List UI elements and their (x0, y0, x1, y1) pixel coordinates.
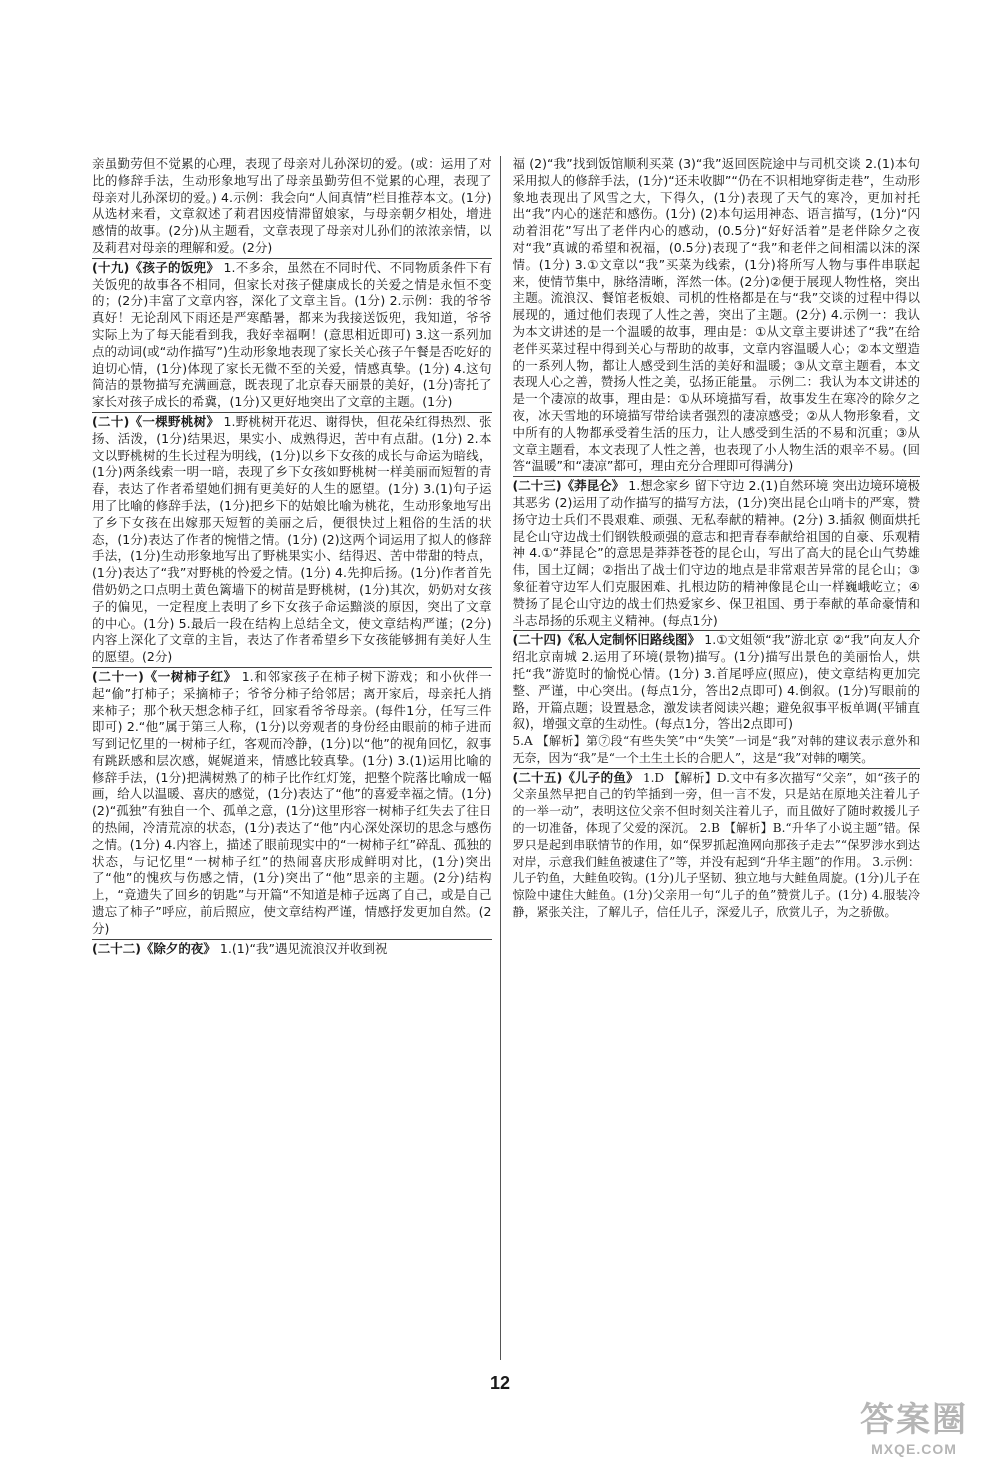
section-answers: 1.野桃树开花迟、谢得快，但花朵红得热烈、张扬、活泼，(1分)结果迟，果实小、成熟得迟，苦中有点甜。(1分) 2.本文以野桃树的生长过程为明线，(1分)以乡下女孩的成长与命运为暗线，(1分)两条线索一明一暗，表现了乡下女孩如野桃树一样美丽而短暂的青春，表达了作者希望她们拥有更美好的人生的愿望。(1分) 3.(1)句子运用了比喻的修辞手法，(1分)把乡下的姑娘比喻为桃花，生动形象地写出了乡下女孩在出嫁那天短暂的美丽之后，便很快过上粗俗的生活的状态，(1分)表达了作者的惋惜之情。(1分) (2)这两个词运用了拟人的修辞手法，(1分)生动形象地写出了野桃果实小、结得迟、苦中带甜的特点，(1分)表达了“我”对野桃的怜爱之情。(1分) 4.先抑后扬。(1分)作者首先借奶奶之口点明土黄色篱墙下的树苗是野桃树，(1分)其次，奶奶对女孩子的偏见，一定程度上表明了乡下女孩子命运黯淡的原因，突出了文章的中心。(1分) 5.最后一段在结构上总结全文，使文章结构严谨；(2分)内容上深化了文章的主旨，表达了作者希望乡下女孩能够拥有美好人生的愿望。(2分) (92, 413, 492, 665)
section-21 (92, 667, 492, 938)
section-analysis: 5.A 【解析】第⑦段“有些失笑”中“失笑”一词是“我”对韩的建议表示意外和无奈，因为“我”是“一个土生土长的合肥人”，这是“我”对韩的嘲笑。 (512, 734, 920, 765)
left-column (92, 156, 501, 1360)
section-answers: 1.D 【解析】D.文中有多次描写“父亲”，如“孩子的父亲虽然早把自己的钓竿插到一旁，但一言不发，只是站在原地关注着儿子的一举一动”，表明这位父亲不但时刻关注着儿子，而且做好了随时救援儿子的一切准备，体现了父爱的深沉。 2.B 【解析】B.“升华了小说主题”错。保罗只是起到串联情节的作用，如“保罗抓起渔网向那孩子走去”“保罗涉水到达对岸，示意我们鲑鱼被逮住了”等，并没有起到“升华主题”的作用。 3.示例：儿子钓鱼，大鲑鱼咬钩。(1分)儿子坚韧、独立地与大鲑鱼周旋。(1分)儿子在惊险中逮住大鲑鱼。(1分)父亲用一句“儿子的鱼”赞赏儿子。(1分) 4.服装冷静，紧张关注，了解儿子，信任儿子，深爱儿子，欣赏儿子，为之骄傲。 (512, 770, 920, 920)
section-title: (二十)《一棵野桃树》 (92, 413, 220, 429)
section-title: (二十一)《一树柿子红》 (92, 668, 237, 684)
section-title: (二十五)《儿子的鱼》 (512, 769, 639, 785)
section-answers: 1.想念家乡 留下守边 2.(1)自然环境 突出边境环境极其恶劣 (2)运用了动作描写的描写方法，(1分)突出昆仑山哨卡的严寒，赞扬守边士兵们不畏艰难、顽强、无私奉献的精神。(2分) 3.插叙 侧面烘托昆仑山守边战士们钢铁般顽强的意志和把青春奉献给祖国的自豪、乐观精神 4.①“莽昆仑”的意思是莽莽苍苍的昆仑山，写出了高大的昆仑山气势雄伟，国土辽阔；②指出了战士们守边的地点是非常艰苦异常的昆仑山；③象征着守边军人们克服困难、扎根边防的精神像昆仑山一样巍峨屹立；④赞扬了昆仑山守边的战士们热爱家乡、保卫祖国、勇于奉献的革命豪情和斗志昂扬的乐观主义精神。(每点1分) (512, 478, 920, 628)
watermark-title: 答案圈 (860, 1401, 968, 1439)
page-number: 12 (489, 1373, 511, 1393)
left-intro: 亲虽勤劳但不觉累的心理，表现了母亲对儿孙深切的爱。(或：运用了对比的修辞手法，生动形象地写出了母亲虽勤劳但不觉累的心理，表现了母亲对儿孙深切的爱。) 4.示例：我会向“人间真情”栏目推荐本文。(1分)从选材来看，文章叙述了莉君因疫情滞留娘家，与母亲朝夕相处，增进感情的故事。(2分)从主题看，文章表现了母亲对儿孙们的浓浓亲情，以及莉君对母亲的理解和爱。(2分) (92, 156, 492, 255)
right-intro: 福 (2)“我”找到饭馆顺利买菜 (3)“我”返回医院途中与司机交谈 2.(1)本句采用拟人的修辞手法，(1分)“还未收脚”“仍在不识相地穿街走巷”，生动形象地表现出了风雪之大，下得久，(1分)表现了天气的寒冷，更加衬托出“我”内心的迷茫和感伤。(1分) (2)本句运用神态、语言描写，(1分)“闪动着泪花”写出了老伴内心的感动，(0.5分)“好好活着”是老伴除夕之夜对“我”真诚的希望和祝福，(0.5分)表现了“我”和老伴之间相濡以沫的深情。(1分) 3.①文章以“我”买菜为线索，(1分)将所写人物与事件串联起来，使情节集中，脉络清晰，浑然一体。(2分)②便于展现人物性格，突出主题。流浪汉、餐馆老板娘、司机的性格都是在与“我”交谈的过程中得以展现的，通过他们表现了人性之善，突出了主题。(2分) 4.示例一：我认为本文讲述的是一个温暖的故事，理由是：①从文章主要讲述了“我”在给老伴买菜过程中得到关心与帮助的故事，文章内容温暖人心；②本文塑造的一系列人物，都让人感受到生活的美好和温暖；③从文章主题看，本文表现人心之善，赞扬人性之美，弘扬正能量。 示例二：我认为本文讲述的是一个凄凉的故事，理由是：①从环境描写看，故事发生在寒冷的除夕之夜，冰天雪地的环境描写带给读者强烈的凄凉感受；②从人物形象看，文中所有的人物都承受着生活的压力，让人感受到生活的不易和沉重；③从文章主题看，本文表现了人性之善，也表现了小人物生活的艰辛不易。(回答“温暖”和“凄凉”都可，理由充分合理即可得满分) (512, 156, 920, 474)
section-answers: 1.①文姐领“我”游北京 ②“我”向友人介绍北京南城 2.运用了环境(景物)描写。(1分)描写出景色的美丽怡人，烘托“我”游览时的愉悦心情。(1分) 3.首尾呼应(照应)，使文章结构更加完整、严谨，中心突出。(每点1分，答出2点即可) 4.倒叙。(1分)写眼前的路，开篇点题；设置悬念，激发读者阅读兴趣；避免叙事平板单调(平铺直叙)，增强文章的生动性。(每点1分，答出2点即可) (512, 632, 920, 732)
section-24 (513, 630, 921, 766)
section-title: (二十三)《莽昆仑》 (512, 478, 625, 494)
section-19 (92, 258, 492, 411)
right-column (513, 156, 921, 1360)
section-answers: 1.和邻家孩子在柿子树下游戏；和小伙伴一起“偷”打柿子；采摘柿子；爷爷分柿子给邻居；离开家后，母亲托人捎来柿子；那个秋天想念柿子红，回家看爷爷母亲。(每件1分，任写三件即可) 2.“他”属于第三人称，(1分)以旁观者的身份经由眼前的柿子进而写到记忆里的一树柿子红，客观而冷静，(1分)以“他”的视角回忆，叙事有跳跃感和层次感，娓娓道来，情感比较真挚。(1分) 3.(1)运用比喻的修辞手法，(1分)把满树熟了的柿子比作红灯笼，把整个院落比喻成一幅画，给人以温暖、喜庆的感觉，(1分)表达了“他”的喜爱幸福之情。(1分) (2)“孤独”有独自一个、孤单之意，(1分)这里形容一树柿子红失去了往日的热闹，冷清荒凉的状态，(1分)表达了“他”内心深处深切的思念与感伤之情。(1分) 4.内容上，描述了眼前现实中的“一树柿子红”碎乱、孤独的状态，与记忆里“一树柿子红”的热闹喜庆形成鲜明对比，(1分)突出了“他”的愧疚与伤感之情，(1分)突出了“他”思亲的主题。(2分)结构上，“竟遗失了回乡的钥匙”与开篇“不知道是柿子远离了自己，或是自己遗忘了柿子”呼应，前后照应，使文章结构严谨，情感抒发更加自然。(2分) (92, 668, 492, 936)
section-title: (二十二)《除夕的夜》 (92, 940, 216, 956)
section-23 (513, 476, 921, 629)
section-25 (513, 768, 921, 921)
watermark-logo (850, 1400, 978, 1462)
section-answers: 1.(1)“我”遇见流浪汉并收到祝 (219, 940, 388, 956)
answer-page (92, 156, 920, 1360)
section-answers: 1.不多余，虽然在不同时代、不同物质条件下有关饭兜的故事各不相同，但家长对孩子健康成长的关爱之情是永恒不变的；(2分)丰富了文章内容，深化了文章主旨。(1分) 2.示例：我的爷爷真好！无论刮风下雨还是严寒酷暑，都来为我接送饭兜，我知道，爷爷实际上为了每天能看到我，我好幸福啊！(意思相近即可) 3.这一系列加点的动词(或“动作描写”)生动形象地表现了家长关心孩子午餐是否吃好的迫切心情，(1分)体现了家长无微不至的关爱，情感真挚。(1分) 4.这句简洁的景物描写充满画意，既表现了北京春天丽景的美好，(1分)寄托了家长对孩子成长的希冀，(1分)又更好地突出了文章的主题。(1分) (92, 259, 492, 410)
section-22 (92, 939, 492, 958)
section-20 (92, 412, 492, 666)
watermark-url: MXQE.COM (871, 1441, 957, 1457)
section-title: (十九)《孩子的饭兜》 (92, 259, 220, 275)
section-title: (二十四)《私人定制怀旧路线图》 (512, 632, 701, 648)
